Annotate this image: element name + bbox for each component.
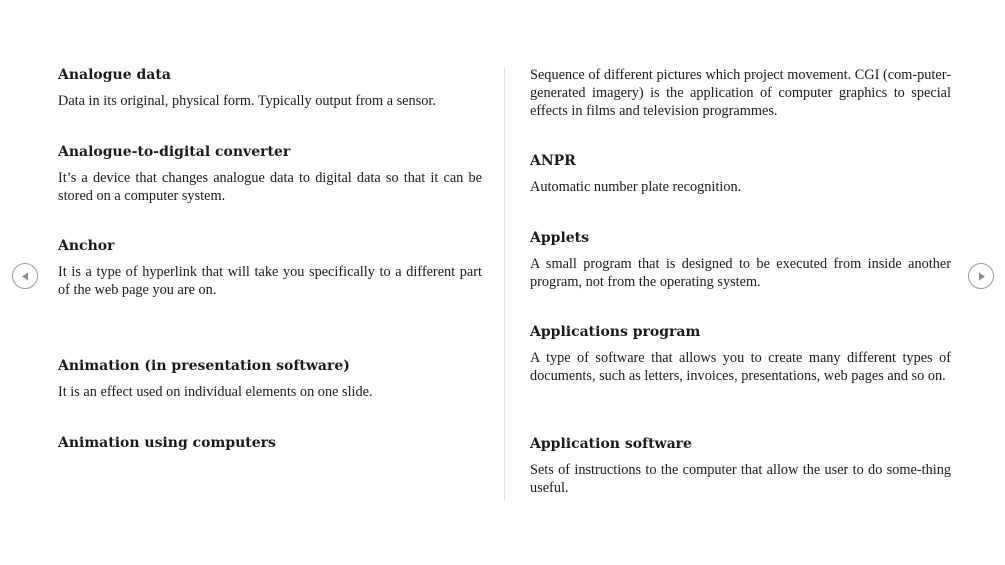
chevron-left-icon	[13, 264, 39, 290]
glossary-term: Analogue-to-digital converter	[58, 144, 291, 160]
glossary-term: Anchor	[58, 238, 115, 254]
glossary-term: Animation (in presentation software)	[58, 358, 350, 374]
glossary-term: Applications program	[530, 324, 701, 340]
glossary-entry-animation-presentation	[58, 357, 482, 401]
glossary-definition: A type of software that allows you to create many different types of documents, such as letters, invoices, presentations, web pages and so on.	[530, 350, 951, 384]
glossary-definition: It’s a device that changes analogue data to digital data so that it can be stored on a computer system.	[58, 170, 482, 204]
chevron-right-icon	[969, 264, 995, 290]
glossary-definition: Sequence of different pictures which project movement. CGI (com-puter-generated imagery) is the application of computer graphics to special effects in films and television programmes.	[530, 67, 951, 119]
glossary-definition: Data in its original, physical form. Typically output from a sensor.	[58, 93, 436, 109]
glossary-entry-anpr	[530, 152, 951, 196]
glossary-definition: Automatic number plate recognition.	[530, 179, 742, 195]
glossary-term: Applets	[530, 230, 590, 246]
column-divider	[504, 68, 505, 500]
glossary-entry-applets	[530, 229, 951, 291]
glossary-term: Application software	[530, 436, 692, 452]
previous-page-button[interactable]	[12, 263, 38, 289]
glossary-entry-applications-program	[530, 323, 951, 385]
glossary-term: Animation using computers	[58, 435, 276, 451]
glossary-entry-application-software	[530, 435, 951, 497]
glossary-entry-analogue-data	[58, 66, 482, 110]
glossary-definition: A small program that is designed to be executed from inside another program, not from the operating system.	[530, 256, 951, 290]
glossary-entry-anchor	[58, 237, 482, 299]
glossary-definition: It is a type of hyperlink that will take you specifically to a different part of the web page you are on.	[58, 264, 482, 298]
glossary-term: ANPR	[530, 153, 576, 169]
glossary-entry-animation-using-computers	[58, 434, 482, 452]
glossary-entry-animation-continued	[530, 66, 951, 120]
glossary-definition: It is an effect used on individual elements on one slide.	[58, 384, 373, 400]
next-page-button[interactable]	[968, 263, 994, 289]
glossary-entry-analogue-to-digital-converter	[58, 143, 482, 205]
glossary-definition: Sets of instructions to the computer that allow the user to do some-thing useful.	[530, 462, 951, 496]
glossary-term: Analogue data	[58, 67, 171, 83]
